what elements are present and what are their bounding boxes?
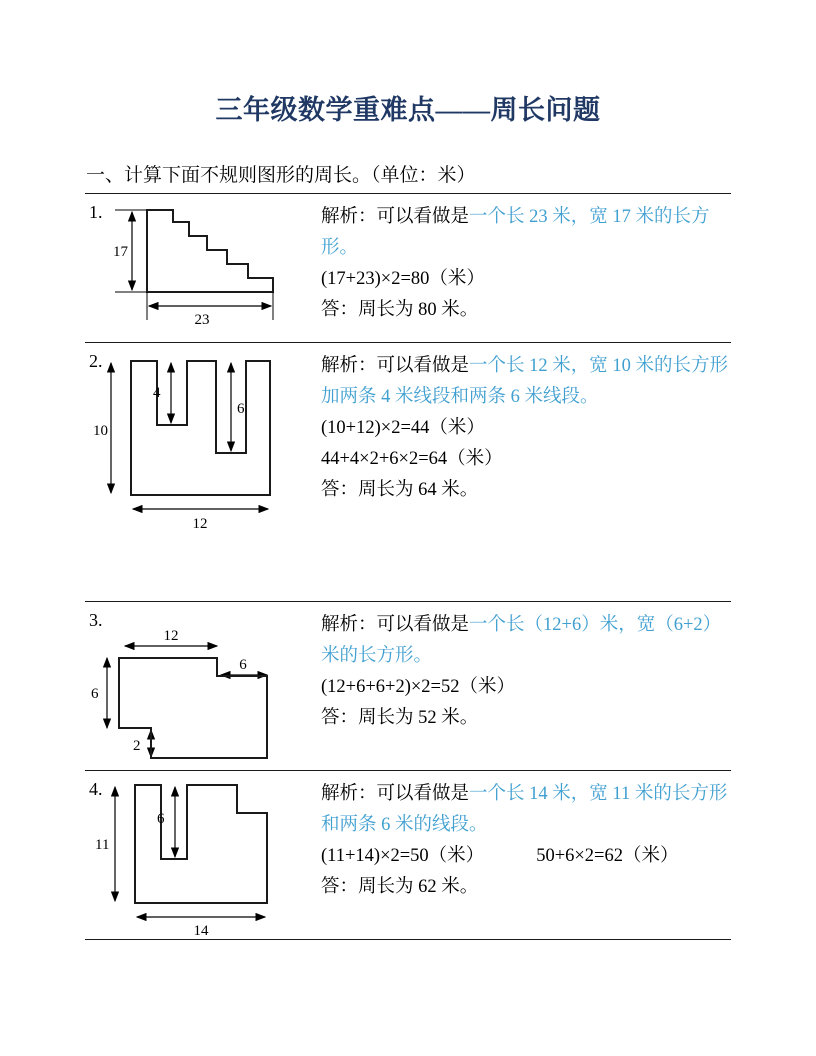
problem-number: 2. (89, 351, 103, 371)
analysis-prefix: 解析：可以看做是 (321, 207, 470, 227)
problem-number: 1. (89, 202, 103, 222)
divider-bottom (85, 939, 731, 940)
dim-label-width: 14 (193, 923, 209, 939)
analysis-highlight: 一个长 14 米，宽 11 米的长方形和两条 6 米的线段。 (321, 784, 728, 835)
dim-label-height: 17 (113, 244, 128, 260)
dim-label-width: 12 (192, 516, 208, 532)
dim-label-right: 6 (239, 657, 247, 673)
solution-cell-3 (303, 602, 731, 742)
dim-label-width: 23 (194, 312, 210, 328)
solution-cell-2 (303, 343, 731, 514)
analysis-highlight: 一个长 12 米，宽 10 米的长方形加两条 4 米线段和两条 6 米线段。 (321, 356, 729, 407)
solution-answer: 答：周长为 62 米。 (321, 877, 479, 897)
table-row (85, 194, 731, 342)
solution-answer: 答：周长为 64 米。 (321, 480, 479, 500)
solution-analysis (321, 610, 731, 672)
solution-cell-4 (303, 771, 731, 911)
solution-step: 44+4×2+6×2=64（米） (321, 449, 503, 469)
analysis-highlight: 一个长 23 米，宽 17 米的长方形。 (321, 207, 710, 258)
dim-label-bottom-step: 2 (133, 738, 141, 754)
solution-step: (11+14)×2=50（米） (321, 846, 485, 866)
figure-z-step (85, 602, 303, 770)
dim-label-top: 12 (163, 628, 179, 644)
table-row (85, 343, 731, 601)
dim-label-height: 10 (93, 423, 108, 439)
solution-step: (17+23)×2=80（米） (321, 269, 485, 289)
solution-step: (10+12)×2=44（米） (321, 418, 485, 438)
figure-notch-step (85, 771, 303, 939)
dim-label-left: 6 (91, 686, 99, 702)
table-row (85, 771, 731, 939)
problem-number: 3. (89, 610, 103, 630)
solution-answer: 答：周长为 80 米。 (321, 300, 479, 320)
solution-analysis (321, 351, 731, 413)
dim-label-notch: 6 (157, 811, 165, 827)
problems-table (85, 193, 731, 940)
figure-cell-3 (85, 602, 303, 770)
figure-two-notches (85, 343, 303, 601)
table-row (85, 602, 731, 770)
figure-cell-2 (85, 343, 303, 601)
figure-cell-4 (85, 771, 303, 939)
figure-staircase (85, 194, 303, 342)
dim-label-height: 11 (95, 837, 110, 853)
dim-label-notch-left: 4 (153, 385, 161, 401)
solution-step: 50+6×2=62（米） (536, 846, 679, 866)
analysis-prefix: 解析：可以看做是 (321, 356, 470, 376)
page-title: 三年级数学重难点——周长问题 (215, 95, 601, 125)
solution-analysis (321, 202, 731, 264)
solution-cell-1 (303, 194, 731, 334)
analysis-prefix: 解析：可以看做是 (321, 615, 470, 635)
section-heading: 一、计算下面不规则图形的周长。（单位：米） (86, 165, 476, 186)
solution-steps-inline (321, 841, 731, 872)
solution-analysis (321, 779, 731, 841)
solution-answer: 答：周长为 52 米。 (321, 708, 479, 728)
analysis-highlight: 一个长（12+6）米，宽（6+2）米的长方形。 (321, 615, 722, 666)
problem-number: 4. (89, 779, 103, 799)
solution-step: (12+6+6+2)×2=52（米） (321, 677, 515, 697)
dim-label-notch-right: 6 (237, 401, 245, 417)
figure-cell-1 (85, 194, 303, 342)
analysis-prefix: 解析：可以看做是 (321, 784, 470, 804)
